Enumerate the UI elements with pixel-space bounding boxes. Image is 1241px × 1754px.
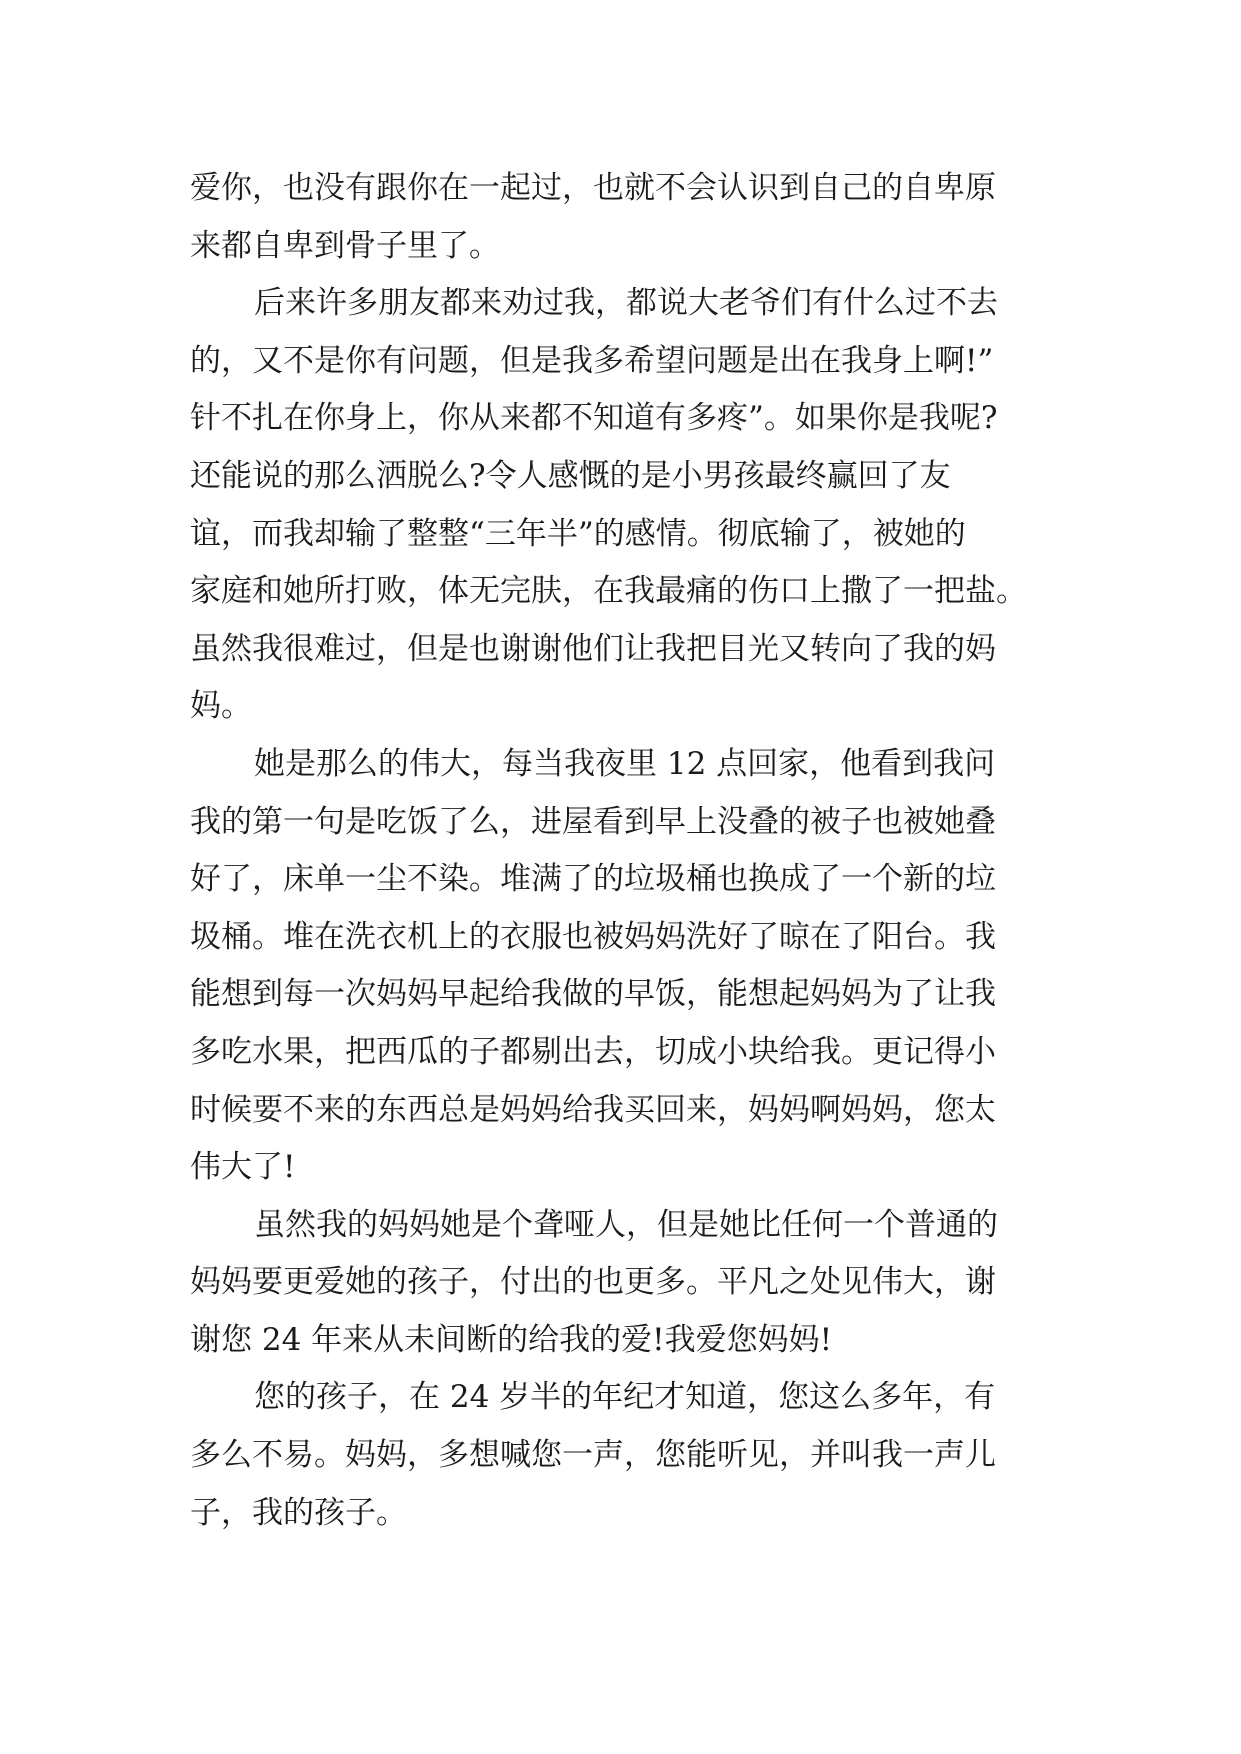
- text-line: 妈妈要更爱她的孩子，付出的也更多。平凡之处见伟大，谢: [190, 1264, 996, 1301]
- text-line: 我的第一句是吃饭了么，进屋看到早上没叠的被子也被她叠: [190, 803, 996, 840]
- text-line: 多么不易。妈妈，多想喊您一声，您能听见，并叫我一声儿: [190, 1437, 996, 1474]
- text-line: 时候要不来的东西总是妈妈给我买回来，妈妈啊妈妈，您太: [190, 1091, 996, 1128]
- text-line: 谢您 24 年来从未间断的给我的爱!我爱您妈妈!: [190, 1321, 833, 1358]
- paragraph-3: [190, 736, 1052, 1197]
- body-text: [190, 160, 1052, 1542]
- paragraph-4: [190, 1197, 1052, 1370]
- text-line: 您的孩子，在 24 岁半的年纪才知道，您这么多年，有: [254, 1379, 996, 1416]
- text-line: 来都自卑到骨子里了。: [190, 227, 500, 264]
- text-line: 多吃水果，把西瓜的子都剔出去，切成小块给我。更记得小: [190, 1033, 996, 1070]
- text-line: 后来许多朋友都来劝过我，都说大老爷们有什么过不去: [254, 285, 998, 322]
- text-line: 虽然我很难过，但是也谢谢他们让我把目光又转向了我的妈: [190, 630, 996, 667]
- text-line: 虽然我的妈妈她是个聋哑人，但是她比任何一个普通的: [254, 1206, 998, 1243]
- text-line: 爱你，也没有跟你在一起过，也就不会认识到自己的自卑原: [190, 170, 996, 206]
- text-line: 圾桶。堆在洗衣机上的衣服也被妈妈洗好了晾在了阳台。我: [190, 918, 996, 955]
- text-line: 伟大了!: [190, 1149, 296, 1186]
- text-line: 能想到每一次妈妈早起给我做的早饭，能想起妈妈为了让我: [190, 976, 996, 1013]
- text-line: 针不扎在你身上，你从来都不知道有多疼”。如果你是我呢?: [190, 400, 998, 437]
- paragraph-2: [190, 275, 1052, 736]
- text-line: 谊，而我却输了整整“三年半”的感情。彻底输了，被她的: [190, 515, 966, 552]
- text-line: 家庭和她所打败，体无完肤，在我最痛的伤口上撒了一把盐。: [190, 573, 1027, 610]
- text-line: 的，又不是你有问题，但是我多希望问题是出在我身上啊!”: [190, 342, 994, 379]
- paragraph-5: [190, 1369, 1052, 1542]
- text-line: 她是那么的伟大，每当我夜里 12 点回家，他看到我问: [254, 745, 996, 782]
- text-line: 好了，床单一尘不染。堆满了的垃圾桶也换成了一个新的垃: [190, 861, 996, 898]
- text-line: 还能说的那么洒脱么?令人感慨的是小男孩最终赢回了友: [190, 457, 951, 494]
- text-line: 子，我的孩子。: [190, 1494, 407, 1531]
- paragraph-1: [190, 160, 1052, 275]
- text-line: 妈。: [190, 688, 252, 725]
